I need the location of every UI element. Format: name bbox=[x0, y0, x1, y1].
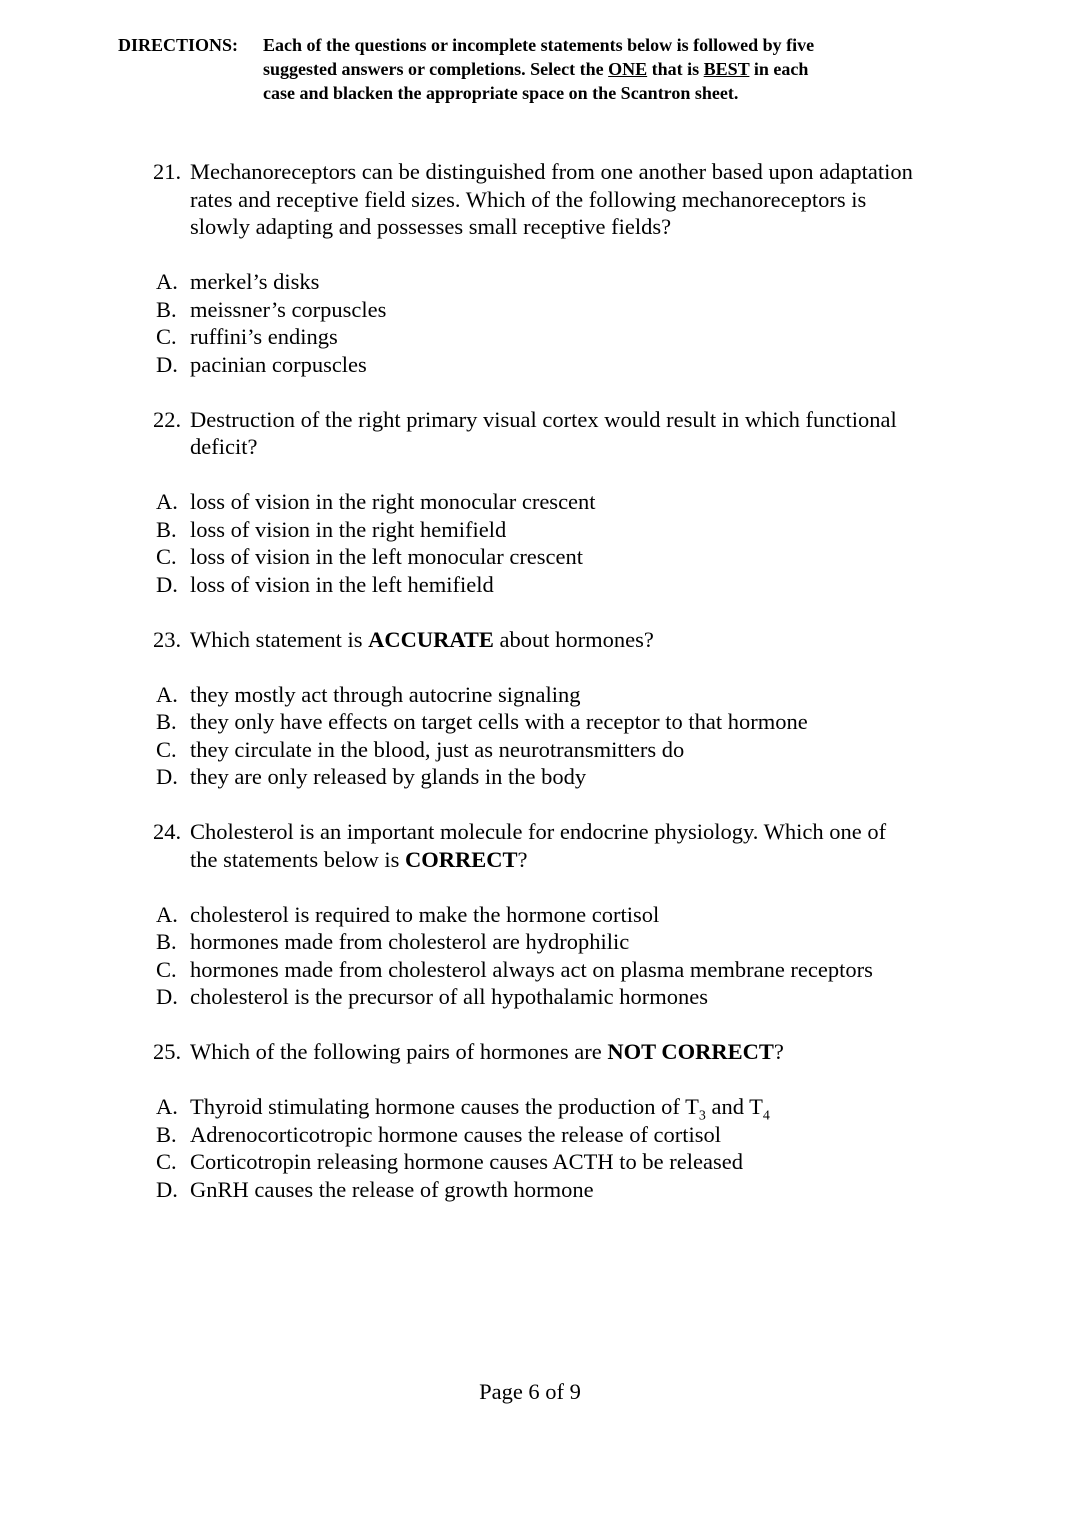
option-row bbox=[156, 983, 1074, 1011]
directions-label: DIRECTIONS: bbox=[118, 35, 239, 55]
option-row bbox=[156, 928, 1074, 956]
page-number-label: Page 6 of 9 bbox=[479, 1379, 581, 1404]
option-letter: C. bbox=[156, 736, 177, 762]
text-segment: cholesterol is the precursor of all hypothalamic hormones bbox=[190, 984, 708, 1009]
questions-list bbox=[0, 158, 1074, 1203]
option-text bbox=[190, 1148, 1030, 1176]
option-row bbox=[156, 956, 1074, 984]
options-list bbox=[156, 1093, 1074, 1203]
option-letter: B. bbox=[156, 1121, 177, 1147]
text-segment: they mostly act through autocrine signaling bbox=[190, 681, 581, 707]
option-letter: D. bbox=[156, 764, 178, 789]
option-letter: A. bbox=[156, 901, 178, 927]
text-segment: Which of the following pairs of hormones are bbox=[190, 1039, 608, 1064]
question-text bbox=[153, 158, 1020, 241]
question-number: 24. bbox=[153, 819, 182, 844]
directions-text bbox=[263, 33, 903, 105]
option-row bbox=[156, 351, 1074, 379]
text-segment: Each of the questions or incomplete statements below is followed by five bbox=[263, 35, 815, 55]
text-segment: slowly adapting and possesses small receptive fields? bbox=[190, 214, 672, 239]
text-segment: Mechanoreceptors can be distinguished from one another based upon adaptation bbox=[190, 159, 913, 184]
option-text bbox=[190, 901, 1030, 929]
text-segment: ACCURATE bbox=[368, 626, 494, 652]
text-segment: about hormones? bbox=[493, 626, 654, 652]
text-segment: ONE bbox=[608, 59, 648, 79]
question-text bbox=[153, 406, 1020, 461]
option-text bbox=[190, 488, 1030, 516]
text-segment: CORRECT bbox=[404, 846, 518, 872]
option-text bbox=[190, 1121, 1030, 1149]
option-letter: A. bbox=[156, 1094, 178, 1119]
option-text bbox=[190, 763, 1030, 791]
option-text bbox=[190, 681, 1030, 709]
directions-block bbox=[118, 33, 1074, 105]
text-segment: ? bbox=[773, 1039, 784, 1064]
option-row bbox=[156, 516, 1074, 544]
text-segment: Corticotropin releasing hormone causes ACTH to be released bbox=[190, 1149, 743, 1174]
option-row bbox=[156, 543, 1074, 571]
option-text bbox=[190, 928, 1030, 956]
text-segment: Destruction of the right primary visual cortex would result in which functional bbox=[190, 406, 897, 432]
option-letter: C. bbox=[156, 324, 177, 349]
option-row bbox=[156, 1148, 1074, 1176]
option-letter: B. bbox=[156, 516, 177, 542]
text-segment: GnRH causes the release of growth hormone bbox=[190, 1176, 594, 1202]
option-text bbox=[190, 351, 1030, 379]
question-number: 23. bbox=[153, 626, 182, 652]
question-24 bbox=[0, 818, 1074, 1011]
option-text bbox=[190, 296, 1030, 324]
text-segment: Cholesterol is an important molecule for endocrine physiology. Which one of bbox=[190, 819, 887, 844]
question-number: 25. bbox=[153, 1039, 182, 1064]
option-letter: B. bbox=[156, 929, 177, 954]
option-row bbox=[156, 323, 1074, 351]
text-segment: case and blacken the appropriate space on the Scantron sheet. bbox=[263, 83, 739, 103]
option-text bbox=[190, 1176, 1030, 1204]
option-text bbox=[190, 983, 1030, 1011]
option-letter: C. bbox=[156, 1149, 177, 1174]
option-letter: C. bbox=[156, 956, 177, 982]
options-list bbox=[156, 681, 1074, 791]
text-segment: BEST bbox=[703, 59, 750, 79]
text-segment: Thyroid stimulating hormone causes the production of T bbox=[190, 1094, 699, 1119]
option-row bbox=[156, 1121, 1074, 1149]
option-letter: A. bbox=[156, 269, 178, 294]
option-letter: D. bbox=[156, 351, 178, 377]
option-row bbox=[156, 901, 1074, 929]
text-segment: and T bbox=[705, 1094, 763, 1119]
text-segment: 3 bbox=[698, 1108, 706, 1124]
question-text bbox=[153, 1038, 1020, 1066]
option-letter: D. bbox=[156, 1176, 178, 1202]
option-row bbox=[156, 681, 1074, 709]
exam-page bbox=[0, 33, 1074, 1533]
text-segment: they are only released by glands in the body bbox=[190, 764, 587, 789]
options-list bbox=[156, 268, 1074, 378]
text-segment: the statements below is bbox=[190, 846, 405, 872]
text-segment: loss of vision in the right hemifield bbox=[190, 516, 507, 542]
options-list bbox=[156, 901, 1074, 1011]
text-segment: cholesterol is required to make the hormone cortisol bbox=[190, 901, 660, 927]
option-row bbox=[156, 736, 1074, 764]
question-22 bbox=[0, 406, 1074, 599]
option-letter: D. bbox=[156, 984, 178, 1009]
question-21 bbox=[0, 158, 1074, 378]
option-row bbox=[156, 763, 1074, 791]
question-text bbox=[153, 626, 1020, 654]
option-letter: A. bbox=[156, 681, 178, 707]
option-row bbox=[156, 708, 1074, 736]
text-segment: loss of vision in the left hemifield bbox=[190, 571, 494, 597]
option-letter: B. bbox=[156, 296, 177, 322]
options-list bbox=[156, 488, 1074, 598]
option-text bbox=[190, 736, 1030, 764]
text-segment: NOT CORRECT bbox=[607, 1039, 774, 1064]
text-segment: rates and receptive field sizes. Which of the following mechanoreceptors is bbox=[190, 186, 867, 212]
option-text bbox=[190, 571, 1030, 599]
option-row bbox=[156, 1176, 1074, 1204]
option-row bbox=[156, 268, 1074, 296]
text-segment: they only have effects on target cells with a receptor to that hormone bbox=[190, 709, 808, 734]
text-segment: merkel’s disks bbox=[190, 269, 320, 294]
text-segment: pacinian corpuscles bbox=[190, 351, 367, 377]
question-text bbox=[153, 818, 1020, 873]
question-25 bbox=[0, 1038, 1074, 1203]
option-row bbox=[156, 296, 1074, 324]
text-segment: ruffini’s endings bbox=[190, 324, 338, 349]
text-segment: Adrenocorticotropic hormone causes the release of cortisol bbox=[190, 1121, 722, 1147]
option-row bbox=[156, 571, 1074, 599]
option-text bbox=[190, 1093, 1030, 1124]
option-text bbox=[190, 323, 1030, 351]
option-letter: B. bbox=[156, 709, 177, 734]
text-segment: hormones made from cholesterol are hydrophilic bbox=[190, 929, 630, 954]
text-segment: they circulate in the blood, just as neurotransmitters do bbox=[190, 736, 685, 762]
text-segment: suggested answers or completions. Select the bbox=[263, 59, 609, 79]
option-letter: C. bbox=[156, 544, 177, 569]
text-segment: meissner’s corpuscles bbox=[190, 296, 387, 322]
option-row bbox=[156, 488, 1074, 516]
option-text bbox=[190, 956, 1030, 984]
text-segment: that is bbox=[647, 59, 704, 79]
option-row bbox=[156, 1093, 1074, 1124]
text-segment: hormones made from cholesterol always act on plasma membrane receptors bbox=[190, 956, 873, 982]
question-number: 22. bbox=[153, 406, 182, 432]
text-segment: 4 bbox=[762, 1108, 770, 1124]
text-segment: loss of vision in the left monocular crescent bbox=[190, 544, 584, 569]
page-footer bbox=[0, 1378, 1060, 1406]
text-segment: loss of vision in the right monocular crescent bbox=[190, 489, 596, 514]
option-letter: A. bbox=[156, 489, 178, 514]
text-segment: ? bbox=[517, 846, 528, 872]
option-text bbox=[190, 516, 1030, 544]
option-letter: D. bbox=[156, 571, 178, 597]
text-segment: deficit? bbox=[190, 434, 258, 459]
option-text bbox=[190, 268, 1030, 296]
text-segment: in each bbox=[749, 59, 809, 79]
question-23 bbox=[0, 626, 1074, 791]
option-text bbox=[190, 543, 1030, 571]
text-segment: Which statement is bbox=[190, 626, 369, 652]
question-number: 21. bbox=[153, 159, 182, 184]
option-text bbox=[190, 708, 1030, 736]
